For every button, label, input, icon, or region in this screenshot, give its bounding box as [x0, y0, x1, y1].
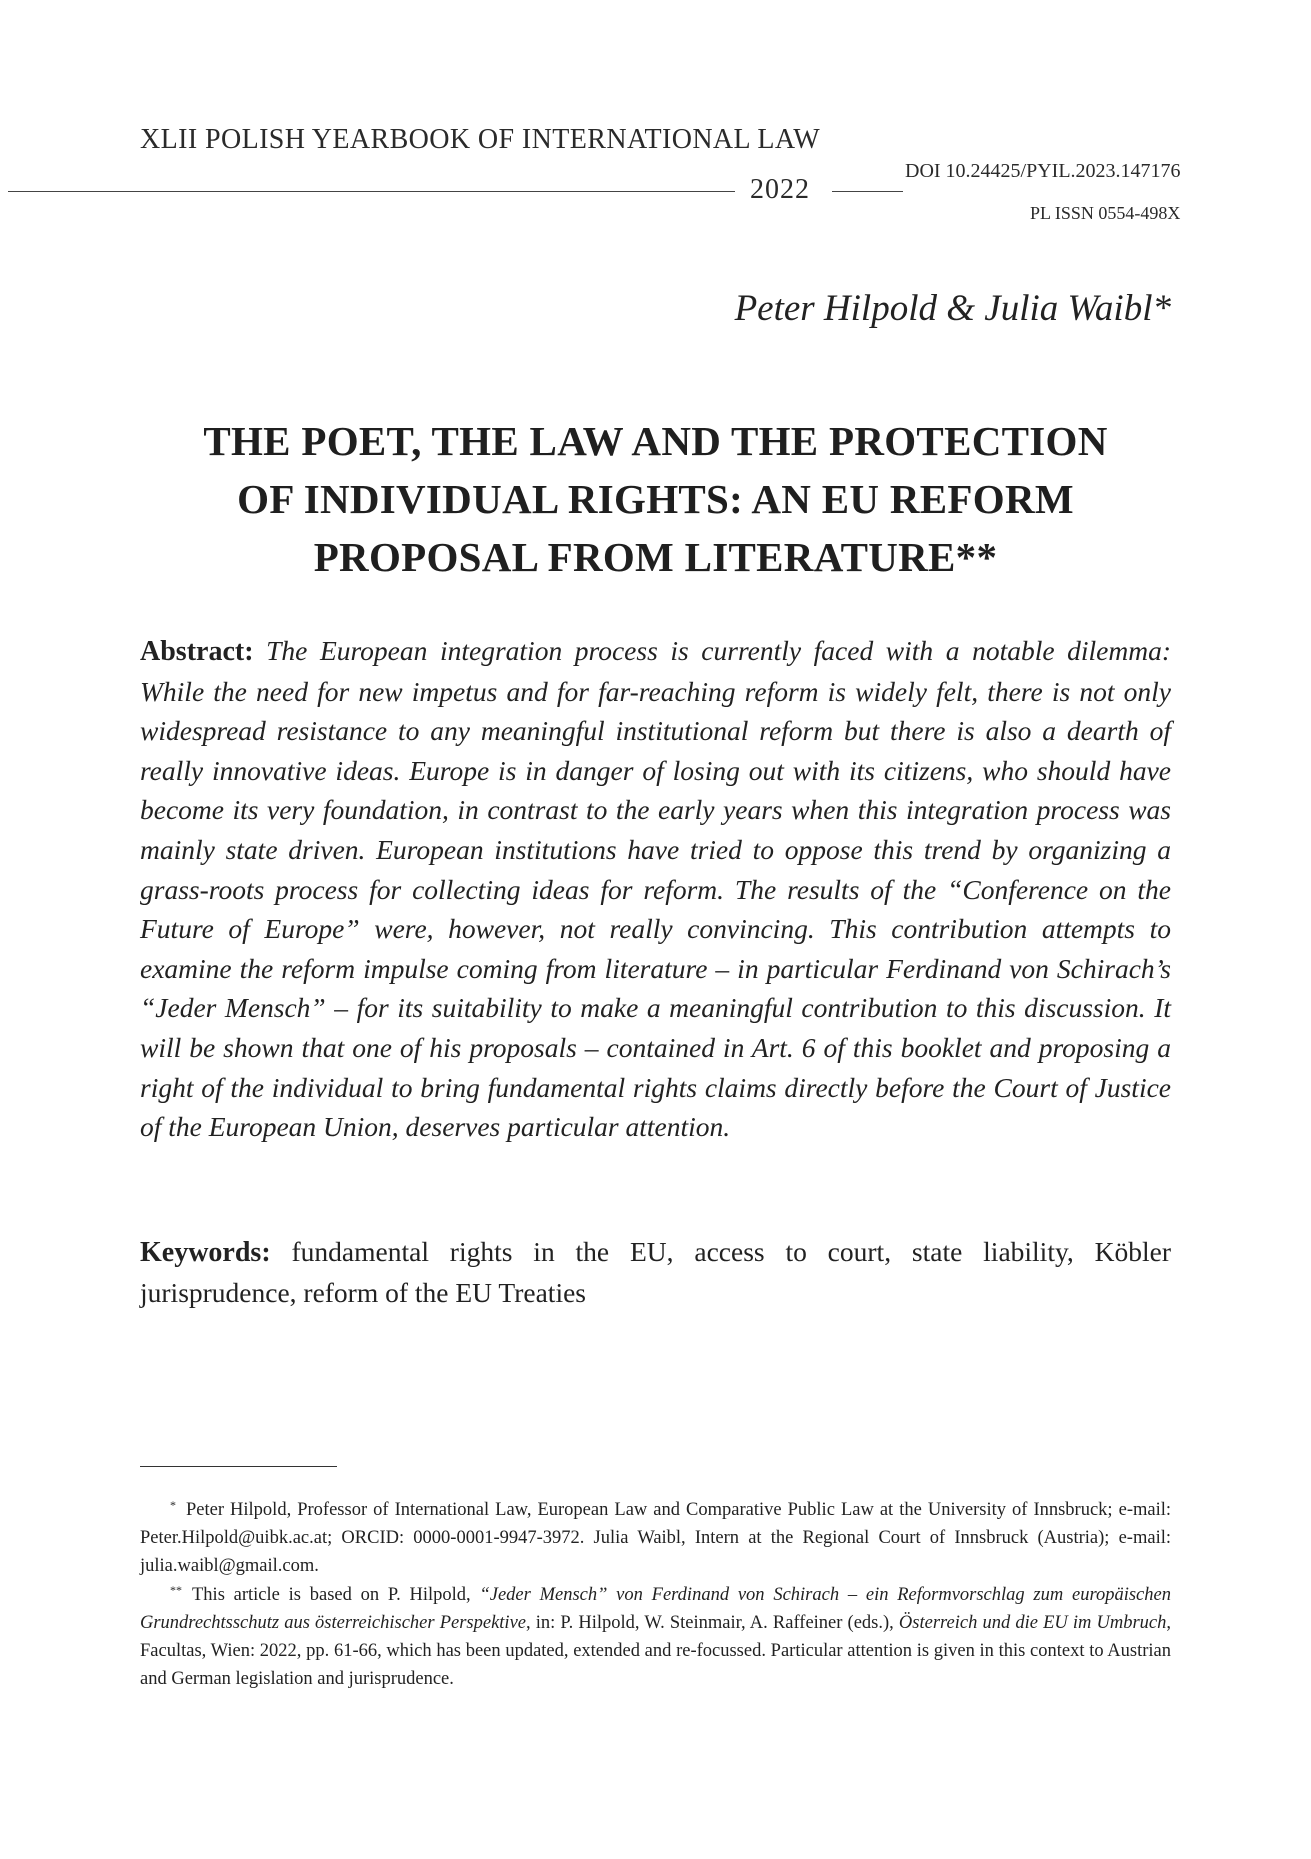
issn-label: PL ISSN 0554-498X — [1030, 203, 1181, 223]
footnote-marker: * — [170, 1498, 176, 1512]
title-line: OF INDIVIDUAL RIGHTS: AN EU REFORM — [237, 476, 1074, 522]
abstract-text: The European integration process is currently faced with a notable dilemma: While the need for new impetus and for far-reaching reform is widely felt, there is not only widespread resistance to any meaningful institutional reform but there is also a dearth of really innovative ideas. Europe is in danger of losing out with its citizens, who should have become its very foundation, in contrast to the early years when this integration process was mainly state driven. European institutions have tried to oppose this trend by organizing a grass-roots process for collecting ideas for reform. The results of the “Conference on the Future of Europe” were, however, not really convincing. This contribution attempts to examine the reform impulse coming from literature – in particular Ferdinand von Schirach’s “Jeder Mensch” – for its suitability to make a meaningful contribution to this discussion. It will be shown that one of his proposals – contained in Art. 6 of this booklet and proposing a right of the individual to bring fundamental rights claims directly before the Court of Justice of the European Union, deserves particular attention. — [140, 635, 1171, 1143]
abstract-label: Abstract: — [140, 636, 254, 667]
title-line: THE POET, THE LAW AND THE PROTECTION — [203, 418, 1108, 464]
journal-title: XLII POLISH YEARBOOK OF INTERNATIONAL LAW — [140, 124, 821, 155]
article-title — [140, 412, 1171, 586]
footnote-marker: ** — [170, 1583, 182, 1597]
title-line: PROPOSAL FROM LITERATURE** — [313, 534, 998, 580]
header-rule-right — [832, 191, 903, 192]
keywords-section — [140, 1232, 1171, 1313]
footnote-text: Peter Hilpold, Professor of International Law, European Law and Comparative Public Law at the University of Innsbruck; e-mail: Peter.Hilpold@uibk.ac.at; ORCID: 0000-0001-9947-3972. Julia Waibl, Intern at the Regional Court of Innsbruck (Austria); e-mail: julia.waibl@gmail.com. — [140, 1500, 1171, 1576]
footnote-author-affiliation — [140, 1491, 1171, 1580]
footnote-source-note — [140, 1576, 1171, 1693]
footnote-text-part: , in: P. Hilpold, W. Steinmair, A. Raffeiner (eds.), — [526, 1613, 899, 1633]
journal-year: 2022 — [750, 174, 810, 205]
footnote-book-title: Österreich und die EU im Umbruch — [898, 1613, 1167, 1633]
footnote-text-part: This article is based on P. Hilpold, — [192, 1585, 480, 1605]
footnote-cited-title: “Jeder Mensch” von Ferdinand von Schirach – ein Reformvorschlag zum europäischen Grundrechtsschutz aus österreichischer Perspektive — [140, 1585, 1171, 1633]
footnote-divider — [140, 1466, 337, 1467]
keywords-label: Keywords: — [140, 1237, 271, 1268]
article-authors: Peter Hilpold & Julia Waibl* — [734, 288, 1171, 329]
footnote-text-part: , Facultas, Wien: 2022, pp. 61-66, which has been updated, extended and re-focussed. Particular attention is given in this context to Austrian and German legislation and jurisprudence. — [140, 1613, 1172, 1689]
doi-label: DOI 10.24425/PYIL.2023.147176 — [905, 160, 1181, 182]
header-rule-left — [8, 191, 735, 192]
abstract-section — [140, 631, 1171, 1147]
keywords-text: fundamental rights in the EU, access to court, state liability, Köbler jurisprudence, reform of the EU Treaties — [140, 1236, 1172, 1308]
